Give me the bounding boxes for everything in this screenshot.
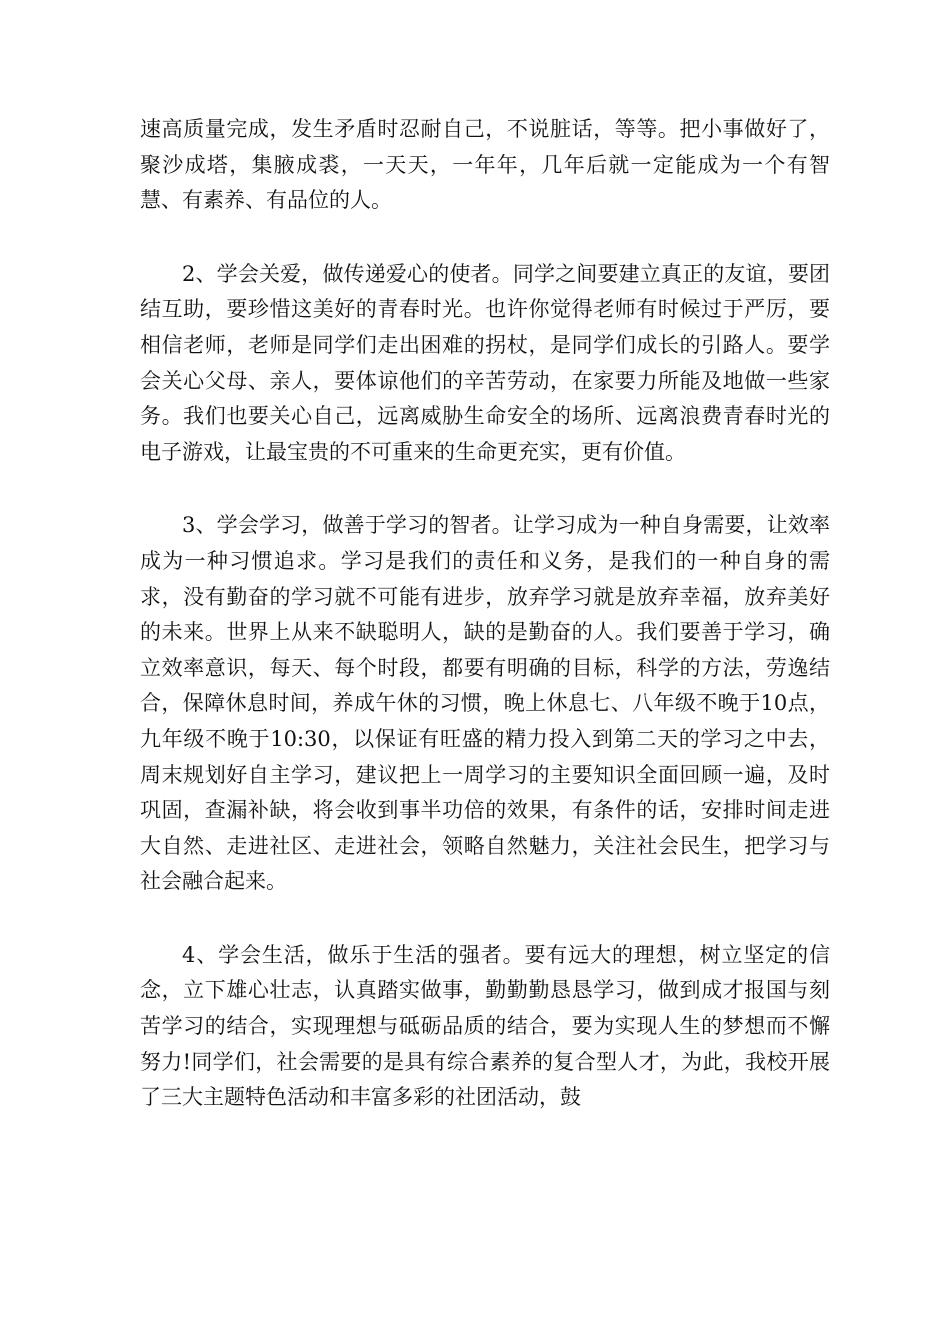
paragraph-learn-study: 3、学会学习，做善于学习的智者。让学习成为一种自身需要，让效率成为一种习惯追求。学习是我们的责任和义务，是我们的一种自身的需求，没有勤奋的学习就不可能有进步，放弃学习就是放弃幸福，放弃美好的未来。世界上从来不缺聪明人，缺的是勤奋的人。我们要善于学习，确立效率意识，每天、每个时段，都要有明确的目标，科学的方法，劳逸结合，保障休息时间，养成午休的习惯，晚上休息七、八年级不晚于10点，九年级不晚于10:30，以保证有旺盛的精力投入到第二天的学习之中去，周末规划好自主学习，建议把上一周学习的主要知识全面回顾一遍，及时巩固，查漏补缺，将会收到事半功倍的效果，有条件的话，安排时间走进大自然、走进社区、走进社会，领略自然魅力，关注社会民生，把学习与社会融合起来。	[140, 513, 830, 894]
paragraph-learn-care: 2、学会关爱，做传递爱心的使者。同学之间要建立真正的友谊，要团结互助，要珍惜这美好的青春时光。也许你觉得老师有时候过于严厉，要相信老师，老师是同学们走出困难的拐杖，是同学们成长的引路人。要学会关心父母、亲人，要体谅他们的辛苦劳动，在家要力所能及地做一些家务。我们也要关心自己，远离威胁生命安全的场所、远离浪费青春时光的电子游戏，让最宝贵的不可重来的生命更充实，更有价值。	[140, 261, 830, 464]
paragraph-continuation: 速高质量完成，发生矛盾时忍耐自己，不说脏话，等等。把小事做好了，聚沙成塔，集腋成裘，一天天，一年年，几年后就一定能成为一个有智慧、有素养、有品位的人。	[140, 117, 830, 213]
paragraph-learn-live: 4、学会生活，做乐于生活的强者。要有远大的理想，树立坚定的信念，立下雄心壮志，认真踏实做事，勤勤勤恳恳学习，做到成才报国与刻苦学习的结合，实现理想与砥砺品质的结合，要为实现人生的梦想而不懈努力!同学们，社会需要的是具有综合素养的复合型人才，为此，我校开展了三大主题特色活动和丰富多彩的社团活动，鼓	[140, 942, 830, 1110]
document-body	[140, 112, 830, 1154]
